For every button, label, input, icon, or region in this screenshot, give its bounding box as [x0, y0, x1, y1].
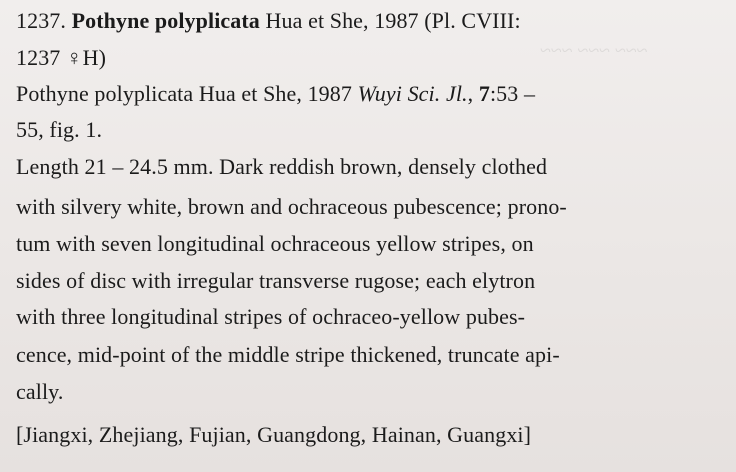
- entry-heading: [16, 6, 521, 36]
- description-line: sides of disc with irregular transverse rugose; each elytron: [16, 268, 536, 293]
- page-range: :53 –: [489, 81, 536, 106]
- volume-number: 7: [478, 81, 490, 106]
- entry-heading-authors: Hua et She, 1987 (Pl. CVIII:: [259, 8, 521, 33]
- description-line: cence, mid-point of the middle stripe thickened, truncate api-: [16, 342, 560, 367]
- description-line: tum with seven longitudinal ochraceous yellow stripes, on: [16, 231, 534, 256]
- journal-name: Wuyi Sci. Jl.: [357, 81, 468, 106]
- citation-continuation: 55, fig. 1.: [16, 117, 103, 142]
- description-line: Length 21 – 24.5 mm. Dark reddish brown, densely clothed: [16, 154, 548, 179]
- journal-separator: ,: [467, 81, 479, 106]
- bleed-through-text: ~~~ ~~~ ~~~: [540, 40, 648, 62]
- citation-text: Pothyne polyplicata Hua et She, 1987: [16, 81, 358, 106]
- description-line: with silvery white, brown and ochraceous pubescence; prono-: [16, 194, 567, 219]
- entry-number: 1237.: [16, 8, 66, 33]
- description-line: with three longitudinal stripes of ochraceo-yellow pubes-: [16, 304, 526, 329]
- description-line: cally.: [16, 379, 64, 404]
- citation-line: [16, 79, 535, 109]
- plate-reference: 1237 ♀H): [16, 45, 107, 70]
- distribution: [Jiangxi, Zhejiang, Fujian, Guangdong, Hainan, Guangxi]: [16, 422, 532, 447]
- species-name: Pothyne polyplicata: [71, 8, 260, 33]
